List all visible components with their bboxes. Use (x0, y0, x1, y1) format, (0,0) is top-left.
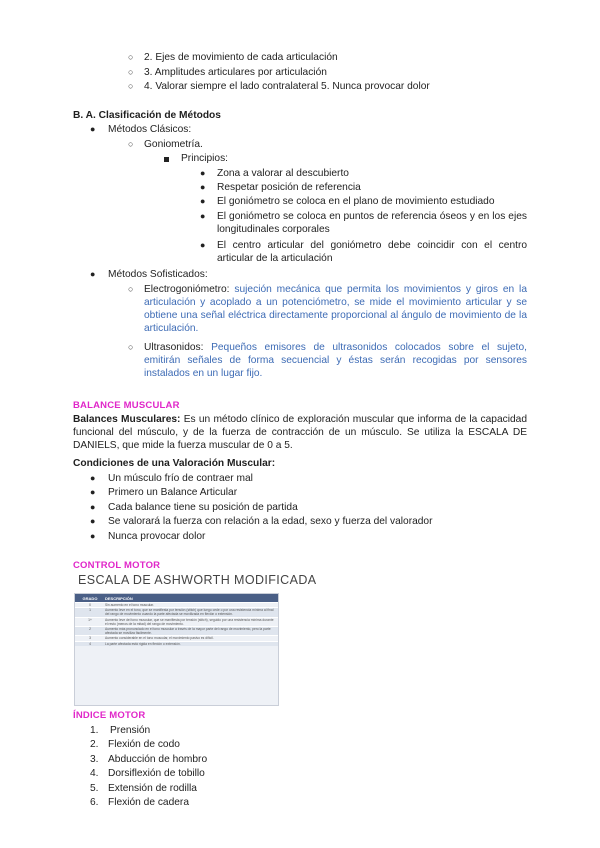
table-cell: Aumento leve en el tono, que se manifiesta por tensión (stitch) que luego cede o por una resistencia mínima al final del rango de movimiento cuando la parte afectada se movilizada en flexión o extensión. (105, 608, 274, 617)
list-item: Métodos Clásicos: (108, 124, 192, 135)
table-cell: La parte afectada está rígida en flexión o extensión. (105, 641, 181, 646)
table-cell: Sin aumento en el tono muscular. (105, 603, 154, 607)
list-item: Métodos Sofisticados: (108, 269, 208, 280)
list-item: El goniómetro se coloca en puntos de referencia óseos y en los ejes longitudinales corporales (217, 211, 527, 235)
figure-title: ESCALA DE ASHWORTH MODIFICADA (78, 573, 317, 587)
ashworth-table-image (74, 593, 279, 706)
table-cell: Aumento leve del tono muscular, que se manifiesta por tensión (stitch), seguido por una resistencia mínima durante el resto (menos de la mitad) del rango de movimiento. (105, 617, 274, 626)
disc-bullet-icon: ● (90, 502, 96, 512)
list-item: 4. Valorar siempre el lado contralateral 5. Nunca provocar dolor (144, 81, 430, 92)
list-number: 2. (90, 739, 99, 750)
disc-bullet-icon: ● (90, 473, 96, 483)
list-item: Flexión de cadera (108, 797, 189, 808)
table-row (75, 617, 278, 626)
table-cell: 4 (89, 641, 91, 646)
table-cell: Aumento más pronunciado en el tono muscular a través de la mayor parte del rango de movimiento, pero la parte afectada se moviliza fácilmente. (105, 627, 271, 636)
table-row (75, 626, 278, 635)
disc-bullet-icon: ● (90, 516, 96, 526)
list-item: Abducción de hombro (108, 754, 208, 765)
list-item: Dorsiflexión de tobillo (108, 768, 205, 779)
square-bullet-icon (164, 157, 169, 162)
table-header-cell: GRADO (82, 595, 98, 601)
circle-bullet-icon: ○ (128, 139, 134, 149)
list-item: Primero un Balance Articular (108, 487, 238, 498)
table-row (75, 635, 278, 640)
circle-bullet-icon: ○ (128, 67, 134, 77)
disc-bullet-icon: ● (200, 182, 206, 192)
list-item: 2. Ejes de movimiento de cada articulación (144, 52, 338, 63)
list-item: Flexión de codo (108, 739, 180, 750)
table-header (75, 594, 278, 602)
circle-bullet-icon: ○ (128, 284, 134, 294)
table-header-cell: DESCRIPCIÓN (105, 595, 133, 601)
circle-bullet-icon: ○ (128, 81, 134, 91)
list-item: Cada balance tiene su posición de partida (108, 502, 298, 513)
disc-bullet-icon: ● (90, 531, 96, 541)
table-cell: 3 (89, 636, 91, 641)
table-row (75, 602, 278, 607)
list-item: El centro articular del goniómetro debe coincidir con el centro articular de la articulación (217, 240, 527, 264)
disc-bullet-icon: ● (200, 168, 206, 178)
disc-bullet-icon: ● (90, 269, 96, 279)
paragraph (73, 413, 527, 452)
term-label: Electrogoniómetro: (144, 284, 230, 295)
table-row (75, 641, 278, 646)
circle-bullet-icon: ○ (128, 342, 134, 352)
list-item: Extensión de rodilla (108, 783, 197, 794)
disc-bullet-icon: ● (200, 196, 206, 206)
list-item: Prensión (110, 725, 151, 736)
list-item: Nunca provocar dolor (108, 531, 206, 542)
definition-text: Pequeños emisores de ultrasonidos colocados sobre el sujeto, emitirán señales de forma secuencial y éstas serán recogidas por sensores instalados en un lugar fijo. (144, 342, 527, 379)
section-heading: CONTROL MOTOR (73, 560, 161, 571)
section-heading: ÍNDICE MOTOR (73, 710, 146, 721)
list-item: Se valorará la fuerza con relación a la edad, sexo y fuerza del valorador (108, 516, 433, 527)
list-item: Zona a valorar al descubierto (217, 168, 349, 179)
list-item: Respetar posición de referencia (217, 182, 361, 193)
section-heading: B. A. Clasificación de Métodos (73, 110, 221, 121)
list-number: 4. (90, 768, 99, 779)
section-heading: BALANCE MUSCULAR (73, 400, 180, 411)
list-item (144, 341, 527, 380)
list-number: 1. (90, 725, 99, 736)
list-item: Goniometría. (144, 139, 203, 150)
section-subheading: Condiciones de una Valoración Muscular: (73, 458, 276, 469)
circle-bullet-icon: ○ (128, 52, 134, 62)
table-cell: Aumento considerable en el tono muscular, el movimiento pasivo es difícil. (105, 636, 214, 641)
list-item: 3. Amplitudes articulares por articulación (144, 67, 327, 78)
disc-bullet-icon: ● (90, 487, 96, 497)
list-item (144, 283, 527, 335)
disc-bullet-icon: ● (200, 211, 206, 221)
list-number: 6. (90, 797, 99, 808)
table-cell: 1 (89, 608, 91, 613)
paragraph-text: Es un método clínico de exploración muscular que informa de la capacidad funcional del músculo, y de la fuerza de contracción de un músculo. Se utiliza la ESCALA DE DANIELS, que mide la fuerza muscular de 0 a 5. (73, 414, 527, 451)
term-label: Ultrasonidos: (144, 342, 204, 353)
list-number: 5. (90, 783, 99, 794)
table-row (75, 607, 278, 616)
list-item: El goniómetro se coloca en el plano de movimiento estudiado (217, 196, 495, 207)
table-cell: 1+ (88, 617, 92, 622)
list-item: Un músculo frío de contraer mal (108, 473, 253, 484)
disc-bullet-icon: ● (200, 240, 206, 250)
list-item: Principios: (181, 153, 228, 164)
table-cell: 2 (89, 627, 91, 632)
term-label: Balances Musculares: (73, 414, 181, 425)
disc-bullet-icon: ● (90, 124, 96, 134)
list-number: 3. (90, 754, 99, 765)
table-cell: 0 (89, 603, 91, 607)
definition-text: sujeción mecánica que permita los movimientos y giros en la articulación y acoplado a un potenciómetro, se mide el movimiento articular y se obtiene una señal eléctrica directamente proporcional al ángulo de movimiento de la articulación. (144, 284, 527, 334)
